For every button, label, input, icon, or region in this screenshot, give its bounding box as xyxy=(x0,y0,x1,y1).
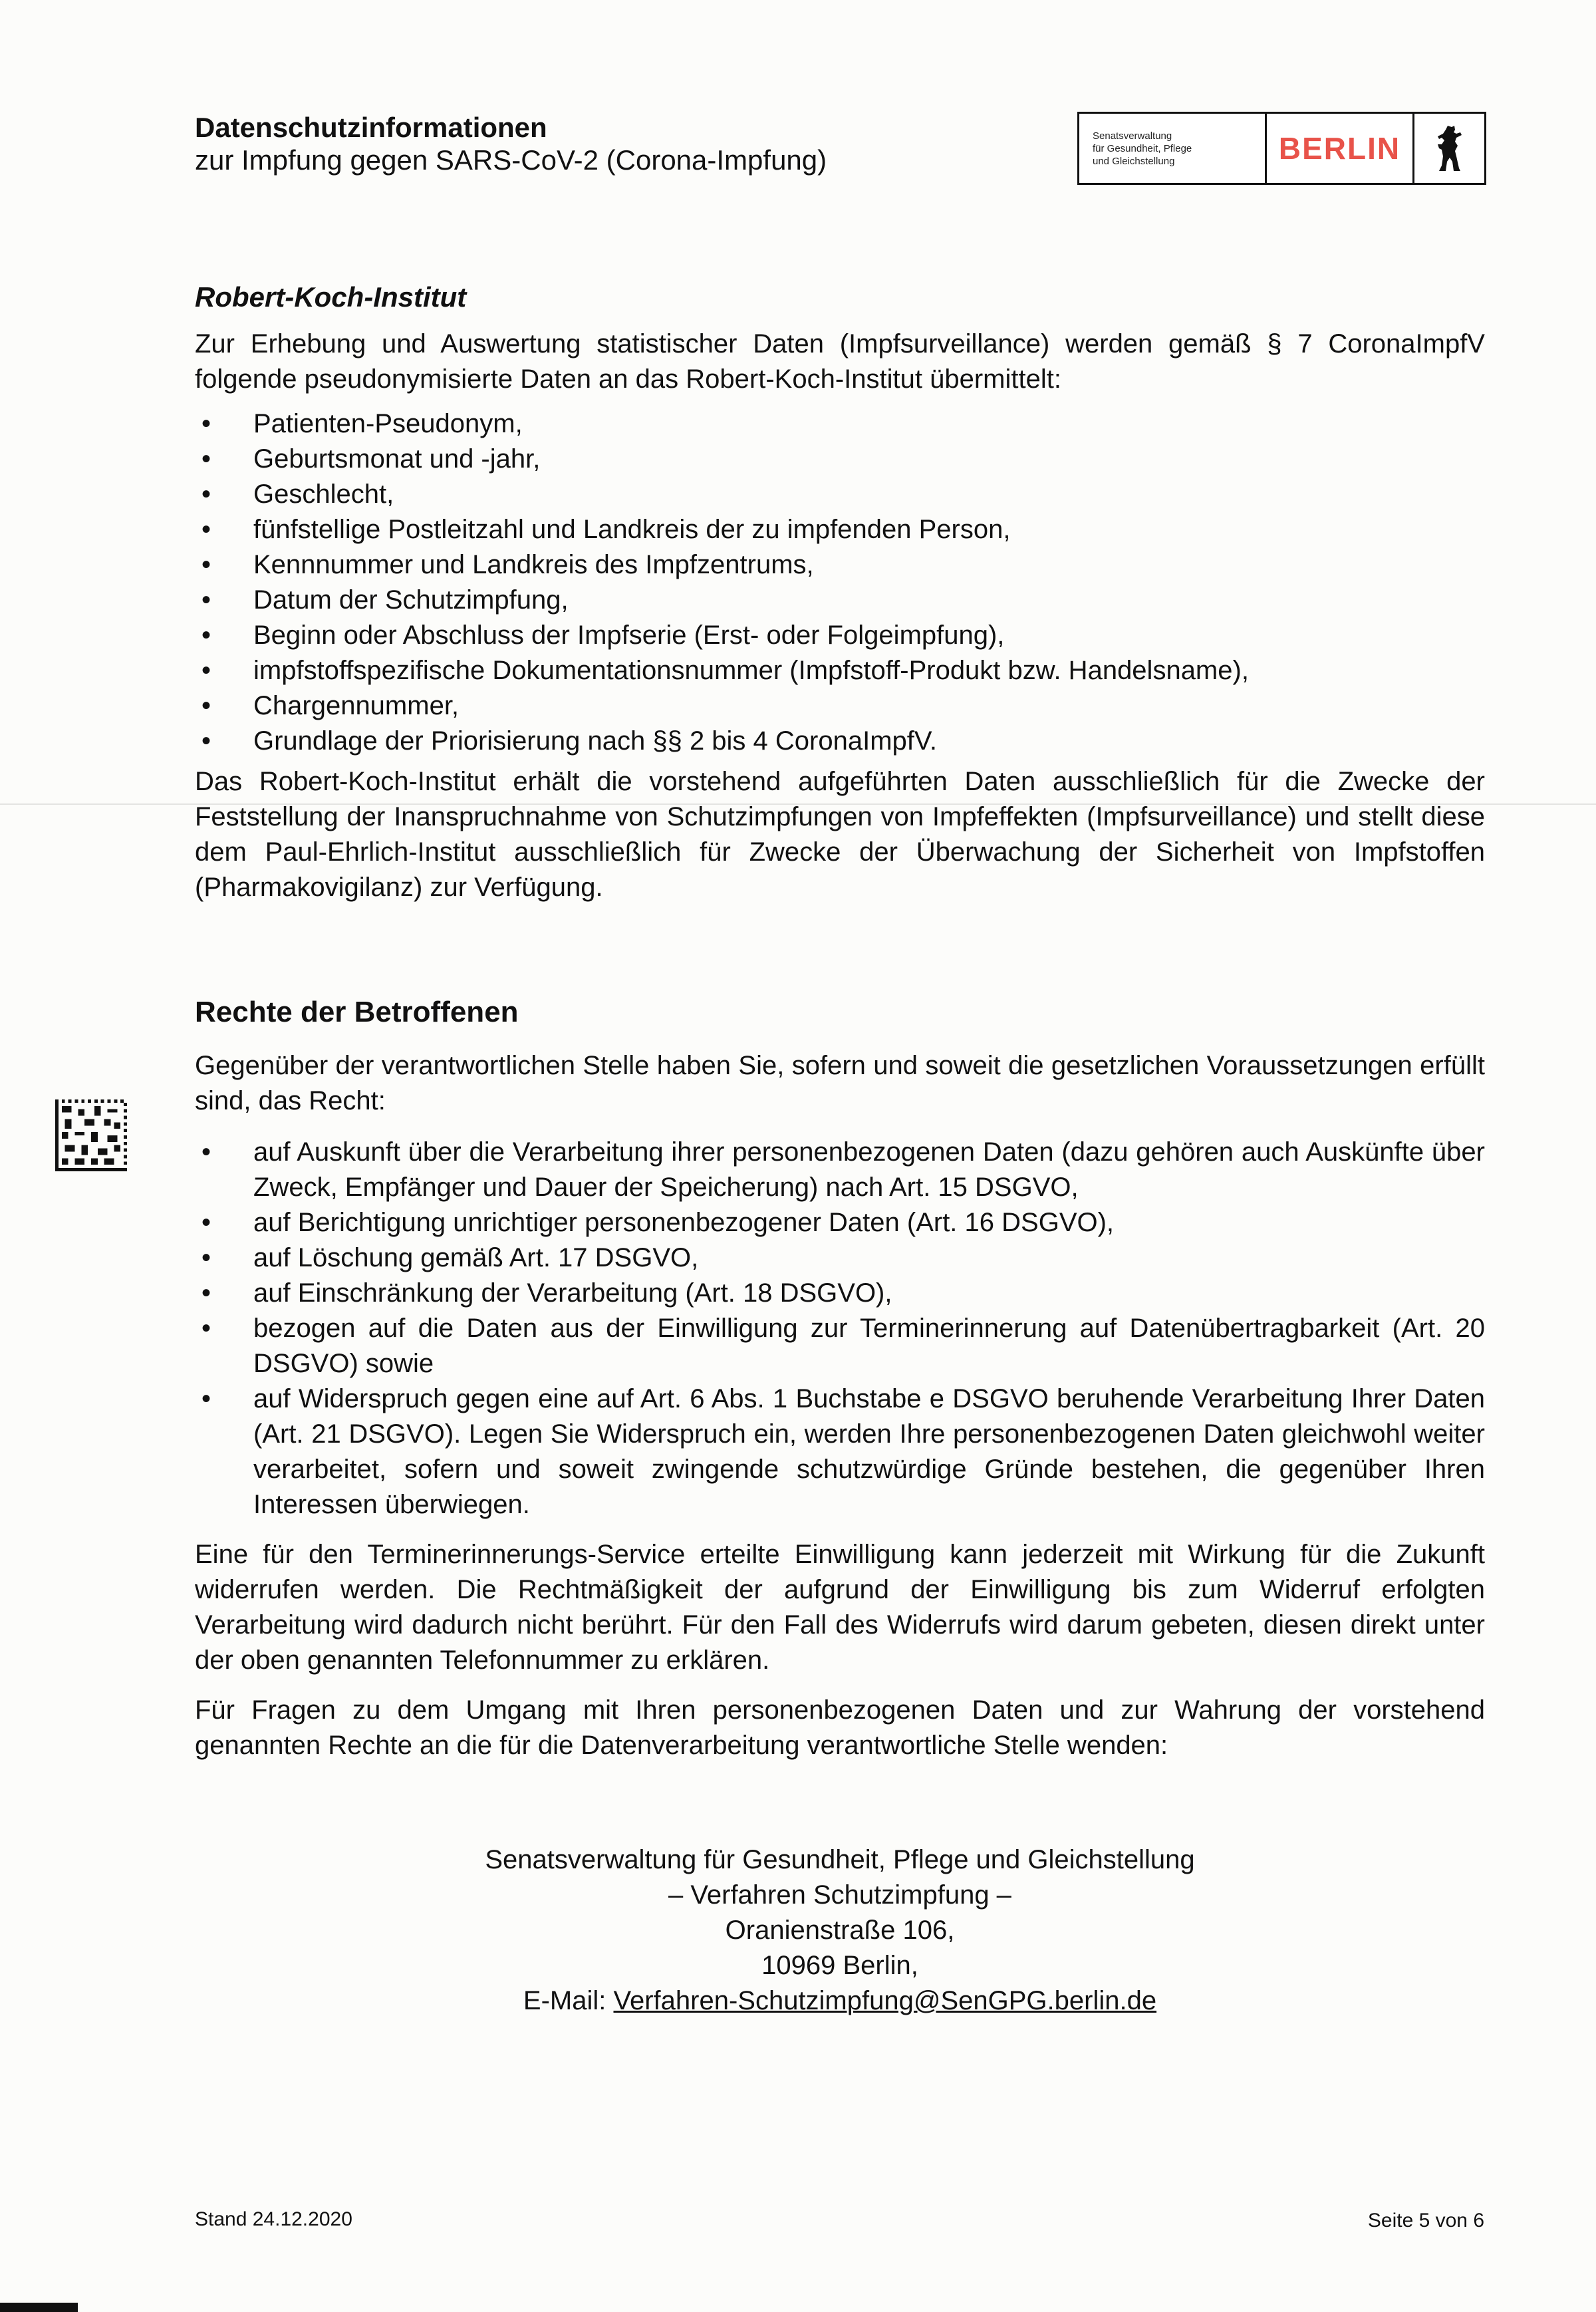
list-item: • auf Löschung gemäß Art. 17 DSGVO, xyxy=(195,1240,1485,1276)
scan-edge-mark xyxy=(0,2303,78,2312)
berlin-bear-icon xyxy=(1414,114,1484,183)
list-item: • Geschlecht, xyxy=(195,477,1485,512)
logo-dept-line: und Gleichstellung xyxy=(1093,155,1175,167)
contact-intro: Für Fragen zu dem Umgang mit Ihren personenbezogenen Daten und zur Wahrung der vorstehend genannten Rechte an die für die Datenverarbeitung verantwortliche Stelle wenden: xyxy=(195,1695,1485,1760)
logo-city-name: BERLIN xyxy=(1267,114,1414,183)
list-item: • impfstoffspezifische Dokumentationsnummer (Impfstoff-Produkt bzw. Handelsname), xyxy=(195,653,1485,688)
email-line xyxy=(195,1983,1485,2019)
list-item: • Grundlage der Priorisierung nach §§ 2 bis 4 CoronaImpfV. xyxy=(195,724,1485,759)
rki-closing: Das Robert-Koch-Institut erhält die vorstehend aufgeführten Daten ausschließlich für die Zwecke der Feststellung der Inanspruchnahme von Schutzimpfungen von Impfeffekten (Impfsurveillance) und stellt diese dem Paul-Ehrlich-Institut ausschließlich für Zwecke der Überwachung der Sicherheit von Impfstoffen (Pharmakovigilanz) zur Verfügung. xyxy=(195,767,1485,902)
rights-list xyxy=(195,1135,1485,1522)
list-item: • Datum der Schutzimpfung, xyxy=(195,583,1485,618)
rights-heading: Rechte der Betroffenen xyxy=(195,996,519,1028)
list-item: • Kennnummer und Landkreis des Impfzentrums, xyxy=(195,547,1485,583)
document-header xyxy=(195,112,827,177)
email-link[interactable]: Verfahren-Schutzimpfung@SenGPG.berlin.de xyxy=(613,1986,1157,2015)
rights-section xyxy=(195,994,1485,1763)
footer-page-number: Seite 5 von 6 xyxy=(1367,2210,1484,2232)
rights-intro: Gegenüber der verantwortlichen Stelle haben Sie, sofern und soweit die gesetzlichen Voraussetzungen erfüllt sind, das Recht: xyxy=(195,1051,1485,1115)
address-line: Oranienstraße 106, xyxy=(725,1916,955,1945)
list-item: • auf Einschränkung der Verarbeitung (Art. 18 DSGVO), xyxy=(195,1276,1485,1311)
logo-dept-line: Senatsverwaltung xyxy=(1093,130,1172,142)
rki-section xyxy=(195,279,1485,905)
address-line: Senatsverwaltung für Gesundheit, Pflege und Gleichstellung xyxy=(485,1845,1195,1874)
contact-address xyxy=(195,1842,1485,2019)
list-item: • Beginn oder Abschluss der Impfserie (Erst- oder Folgeimpfung), xyxy=(195,618,1485,653)
list-item: • Geburtsmonat und -jahr, xyxy=(195,442,1485,477)
list-item: • auf Berichtigung unrichtiger personenbezogener Daten (Art. 16 DSGVO), xyxy=(195,1205,1485,1240)
list-item: • auf Widerspruch gegen eine auf Art. 6 Abs. 1 Buchstabe e DSGVO beruhende Verarbeitung Ihrer Daten (Art. 21 DSGVO). Legen Sie Widerspruch ein, werden Ihre personenbezogenen Daten gleichwohl weiter verarbeitet, sofern und soweit zwingende schutzwürdige Gründe bestehen, die gegenüber Ihren Interessen überwiegen. xyxy=(195,1381,1485,1522)
logo-dept-line: für Gesundheit, Pflege xyxy=(1093,142,1192,154)
list-item: • fünfstellige Postleitzahl und Landkreis der zu impfenden Person, xyxy=(195,512,1485,547)
list-item: • auf Auskunft über die Verarbeitung ihrer personenbezogenen Daten (dazu gehören auch Auskünfte über Zweck, Empfänger und Dauer der Speicherung) nach Art. 15 DSGVO, xyxy=(195,1135,1485,1205)
address-line: – Verfahren Schutzimpfung – xyxy=(668,1880,1011,1910)
footer-date: Stand 24.12.2020 xyxy=(195,2208,352,2230)
rki-heading: Robert-Koch-Institut xyxy=(195,281,467,313)
berlin-logo xyxy=(1077,112,1486,185)
rki-data-list xyxy=(195,406,1485,759)
rki-intro: Zur Erhebung und Auswertung statistischer Daten (Impfsurveillance) werden gemäß § 7 CoronaImpfV folgende pseudonymisierte Daten an das Robert-Koch-Institut übermittelt: xyxy=(195,329,1485,394)
address-line: 10969 Berlin, xyxy=(761,1951,918,1980)
revocation-paragraph: Eine für den Terminerinnerungs-Service erteilte Einwilligung kann jederzeit mit Wirkung für die Zukunft widerrufen werden. Die Rechtmäßigkeit der aufgrund der Einwilligung bis zum Widerruf erfolgten Verarbeitung wird dadurch nicht berührt. Für den Fall des Widerrufs wird darum gebeten, diesen direkt unter der oben genannten Telefonnummer zu erklären. xyxy=(195,1540,1485,1675)
datamatrix-code xyxy=(55,1099,128,1171)
list-item: • bezogen auf die Daten aus der Einwilligung zur Terminerinnerung auf Datenübertragbarkeit (Art. 20 DSGVO) sowie xyxy=(195,1311,1485,1381)
list-item: • Chargennummer, xyxy=(195,688,1485,724)
list-item: • Patienten-Pseudonym, xyxy=(195,406,1485,442)
logo-department xyxy=(1079,114,1267,183)
document-subtitle: zur Impfung gegen SARS-CoV-2 (Corona-Impfung) xyxy=(195,144,827,176)
email-label: E-Mail: xyxy=(523,1986,614,2015)
document-title: Datenschutzinformationen xyxy=(195,112,547,143)
